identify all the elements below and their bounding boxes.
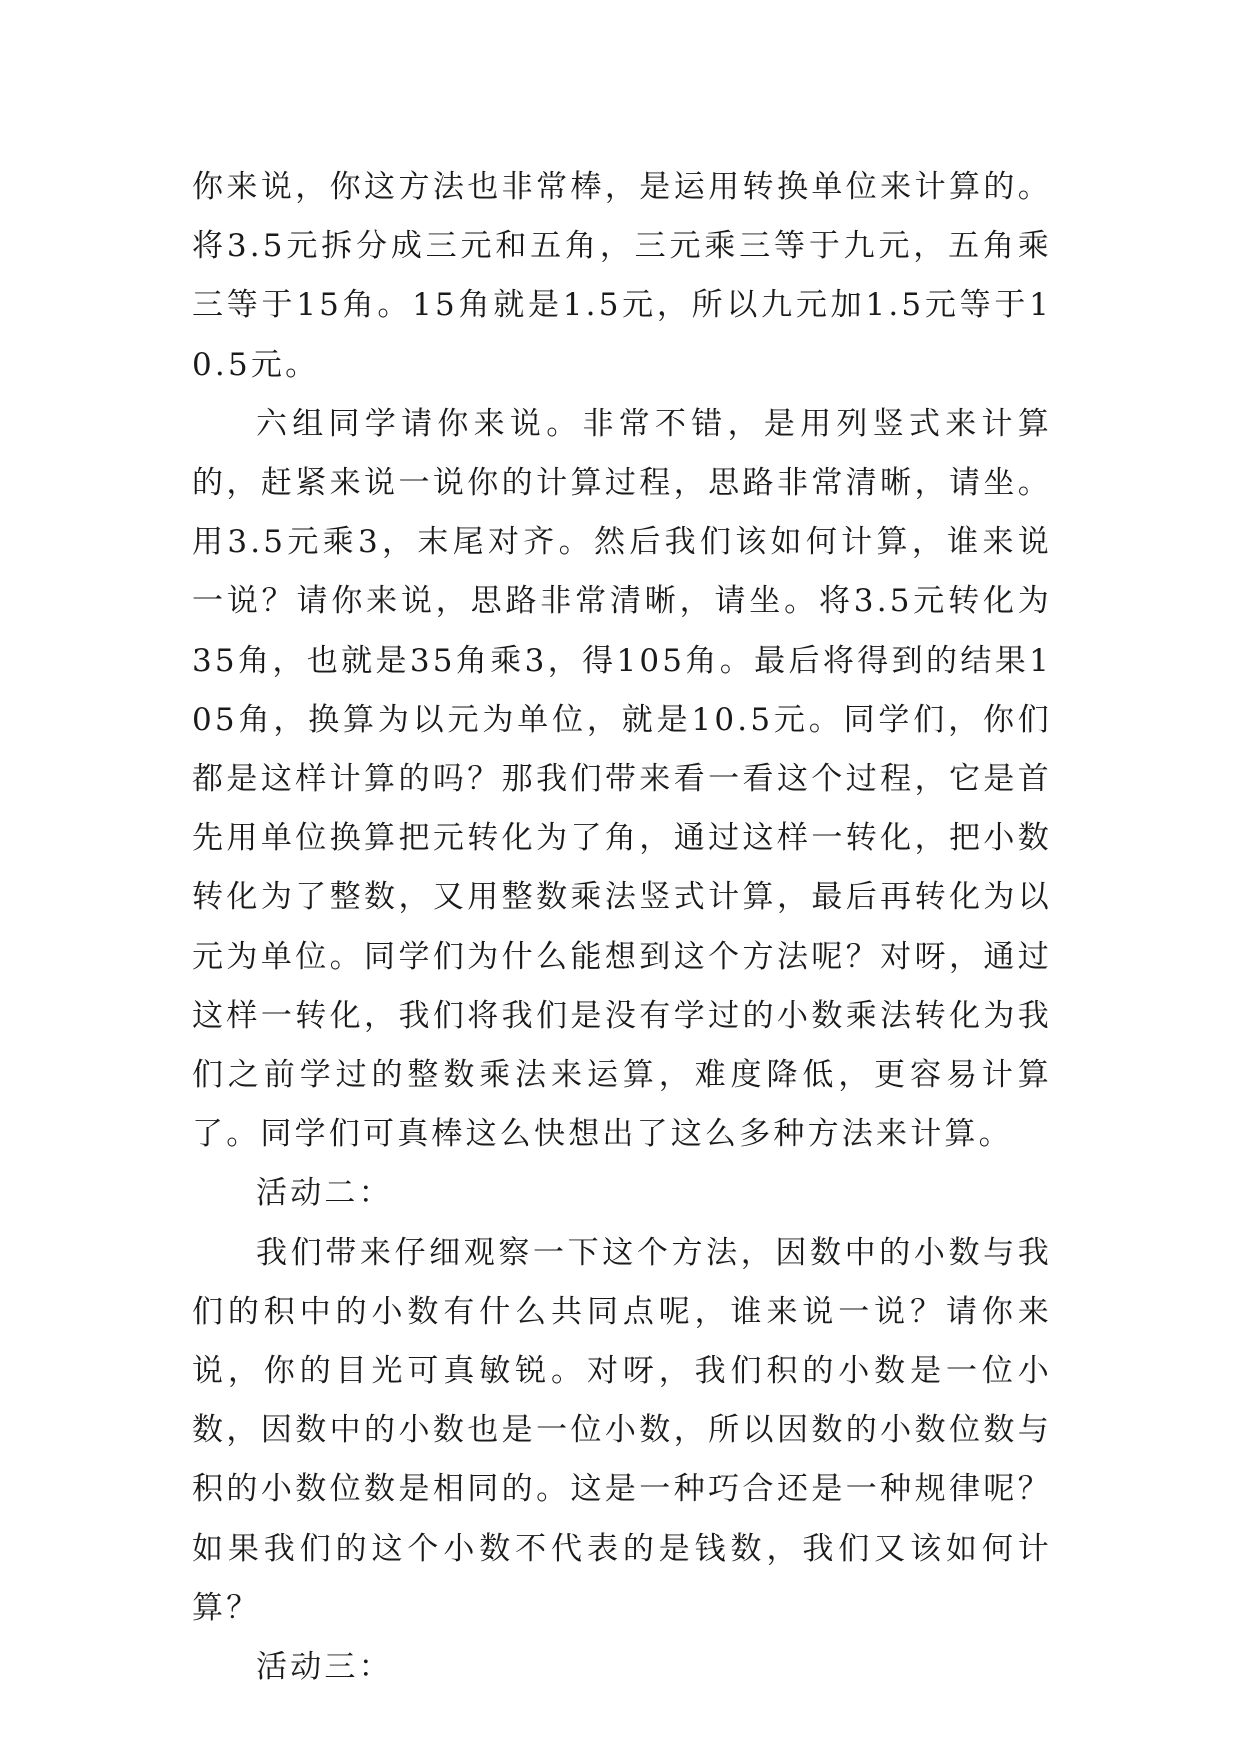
document-body xyxy=(192,158,1052,1697)
paragraph-activity-3-heading: 活动三： xyxy=(256,1649,393,1686)
paragraph-activity-2-heading: 活动二： xyxy=(256,1175,393,1212)
paragraph-4: 我们带来仔细观察一下这个方法，因数中的小数与我们的积中的小数有什么共同点呢，谁来说一说？请你来说，你的目光可真敏锐。对呀，我们积的小数是一位小数，因数中的小数也是一位小数，所以因数的小数位数与积的小数位数是相同的。这是一种巧合还是一种规律呢？如果我们的这个小数不代表的是钱数，我们又该如何计算？ xyxy=(192,1234,1052,1626)
paragraph-1: 你来说，你这方法也非常棒，是运用转换单位来计算的。将3.5元拆分成三元和五角，三元乘三等于九元，五角乘三等于15角。15角就是1.5元，所以九元加1.5元等于10.5元。 xyxy=(192,169,1052,383)
paragraph-2: 六组同学请你来说。非常不错，是用列竖式来计算的，赶紧来说一说你的计算过程，思路非常清晰，请坐。用3.5元乘3，末尾对齐。然后我们该如何计算，谁来说一说？请你来说，思路非常清晰，请坐。将3.5元转化为35角，也就是35角乘3，得105角。最后将得到的结果105角，换算为以元为单位，就是10.5元。同学们，你们都是这样计算的吗？那我们带来看一看这个过程，它是首先用单位换算把元转化为了角，通过这样一转化，把小数转化为了整数，又用整数乘法竖式计算，最后再转化为以元为单位。同学们为什么能想到这个方法呢？对呀，通过这样一转化，我们将我们是没有学过的小数乘法转化为我们之前学过的整数乘法来运算，难度降低，更容易计算了。同学们可真棒这么快想出了这么多种方法来计算。 xyxy=(192,405,1052,1153)
document-page xyxy=(192,0,1052,1754)
